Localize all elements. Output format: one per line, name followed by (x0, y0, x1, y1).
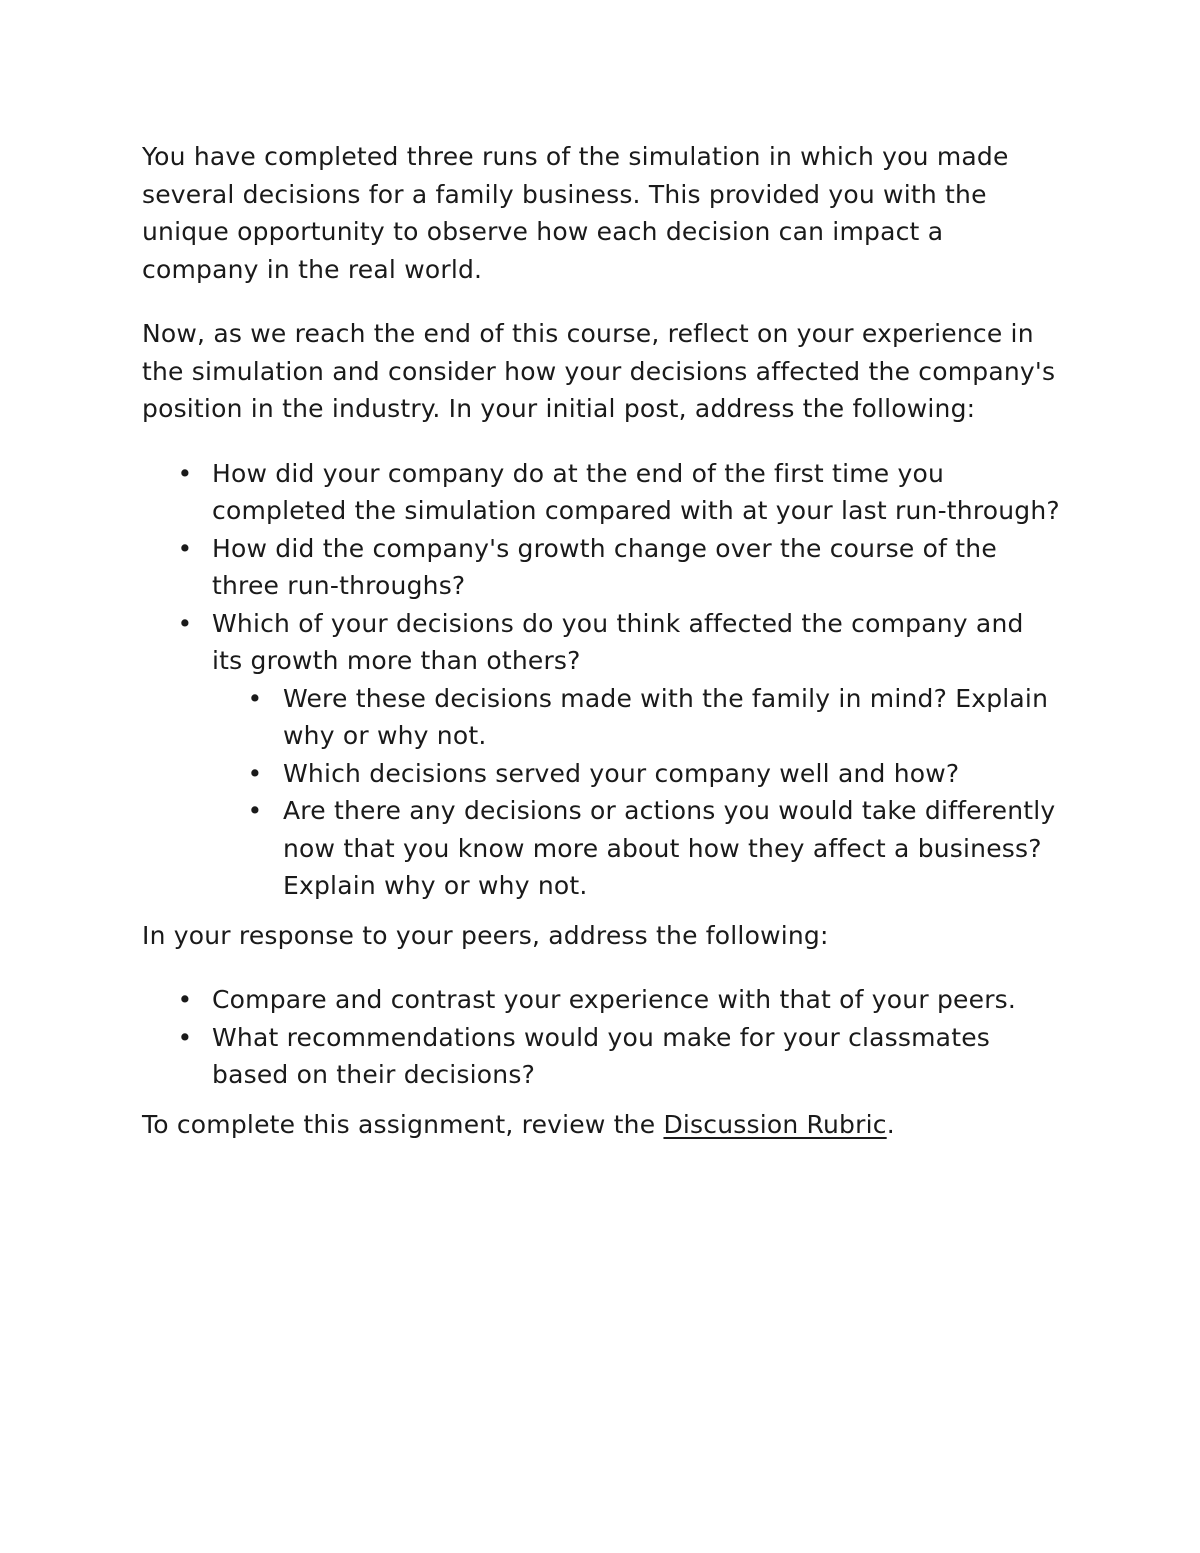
bullet-icon: • (177, 985, 193, 1014)
bullet-icon: • (247, 683, 263, 713)
list-item (177, 1019, 1062, 1094)
closing-period: . (886, 1109, 895, 1139)
sub-list-item-text: Which decisions served your company well and how? (283, 758, 960, 788)
initial-post-list (142, 455, 1062, 905)
list-item (177, 455, 1062, 530)
bullet-icon: • (177, 1022, 193, 1052)
list-item-text: Which of your decisions do you think affected the company and its growth more than others? (212, 608, 1024, 675)
assignment-document (142, 138, 1062, 1143)
sub-list-item (247, 680, 1062, 755)
bullet-icon: • (177, 608, 193, 638)
intro-paragraph: You have completed three runs of the simulation in which you made several decisions for a family business. This provided you with the unique opportunity to observe how each decision can impact a company in the real world. (142, 142, 1009, 284)
closing-paragraph (142, 1106, 1062, 1144)
decision-sublist (212, 680, 1062, 905)
discussion-rubric-link[interactable]: Discussion Rubric (663, 1109, 887, 1139)
list-item-text: What recommendations would you make for your classmates based on their decisions? (212, 1022, 991, 1089)
bullet-icon: • (177, 458, 193, 488)
list-item (177, 605, 1062, 905)
sub-list-item (247, 792, 1062, 905)
list-item-text: How did the company's growth change over the course of the three run-throughs? (212, 533, 997, 600)
bullet-icon: • (247, 796, 263, 825)
bullet-icon: • (247, 758, 263, 788)
sub-list-item (247, 755, 1062, 793)
list-item (177, 981, 1062, 1019)
bullet-icon: • (177, 533, 193, 563)
list-item (177, 530, 1062, 605)
sub-list-item-text: Were these decisions made with the family in mind? Explain why or why not. (283, 683, 1049, 750)
list-item-text: Compare and contrast your experience with that of your peers. (212, 985, 1017, 1014)
peer-list (142, 981, 1062, 1094)
initial-post-paragraph: Now, as we reach the end of this course, reflect on your experience in the simulation and consider how your decisions affected the company's position in the industry. In your initial post, address the following: (142, 319, 1056, 423)
peer-paragraph: In your response to your peers, address the following: (142, 920, 829, 950)
sub-list-item-text: Are there any decisions or actions you would take differently now that you know more about how they affect a business? Explain why or why not. (283, 796, 1056, 900)
list-item-text: How did your company do at the end of the first time you completed the simulation compared with at your last run-through? (212, 458, 1060, 525)
closing-text: To complete this assignment, review the (142, 1109, 664, 1139)
